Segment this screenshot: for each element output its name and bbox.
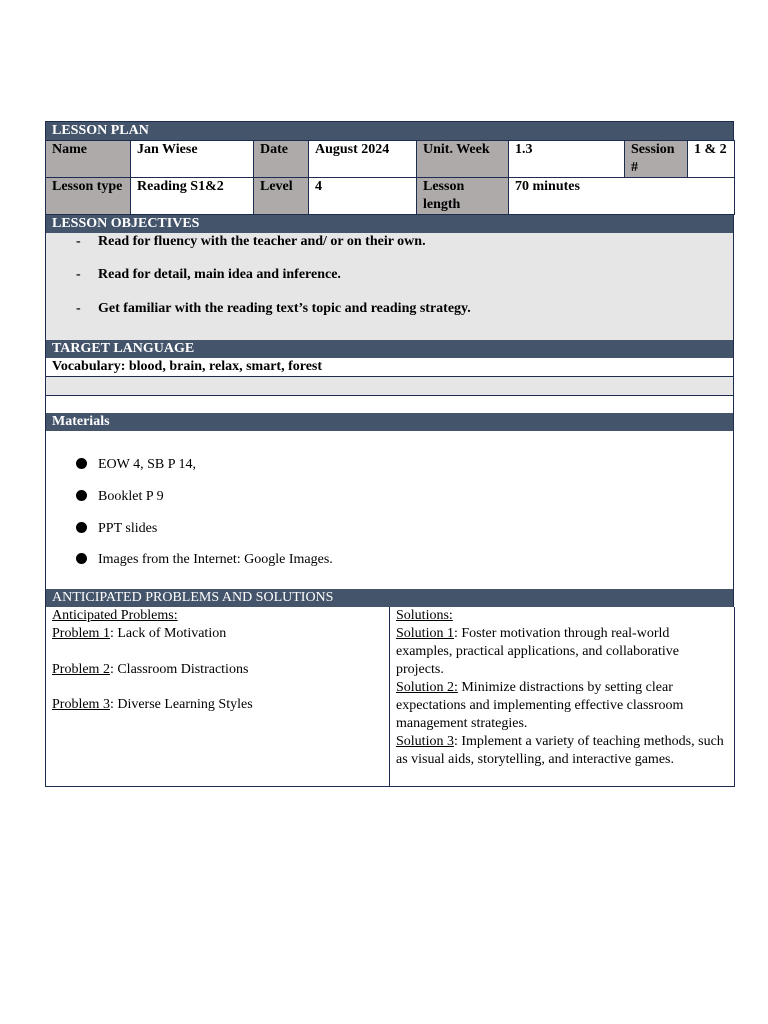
lesson-plan-header: LESSON PLAN	[45, 121, 734, 140]
lesson-info-table	[45, 140, 735, 215]
unit-week-label: Unit. Week	[417, 141, 509, 178]
lesson-plan-document	[45, 121, 734, 787]
problem-item: Problem 1: Lack of Motivation	[52, 626, 227, 641]
materials-header: Materials	[45, 413, 734, 431]
name-label: Name	[46, 141, 131, 178]
session-label: Session #	[625, 141, 688, 178]
name-value: Jan Wiese	[131, 141, 254, 178]
materials-list	[45, 431, 734, 589]
empty-row	[45, 396, 734, 413]
empty-row	[45, 377, 734, 396]
solution-item: Solution 1: Foster motivation through real-world examples, practical applications, and collaborative projects.	[396, 626, 679, 677]
solution-item: Solution 2: Minimize distractions by setting clear expectations and implementing effective classroom management strategies.	[396, 680, 684, 731]
problems-column	[46, 607, 390, 786]
material-item: Booklet P 9	[76, 489, 164, 505]
level-label: Level	[254, 178, 309, 215]
lesson-length-value: 70 minutes	[509, 178, 735, 215]
problem-item: Problem 2: Classroom Distractions	[52, 662, 249, 677]
objective-item: - Read for detail, main idea and inference.	[76, 267, 341, 282]
level-value: 4	[309, 178, 417, 215]
target-language-header: TARGET LANGUAGE	[45, 340, 734, 358]
problems-header: ANTICIPATED PROBLEMS AND SOLUTIONS	[45, 589, 734, 607]
material-item: EOW 4, SB P 14,	[76, 457, 196, 473]
objective-item: - Get familiar with the reading text’s topic and reading strategy.	[76, 301, 471, 316]
problems-table	[45, 607, 735, 787]
bullet-icon	[76, 522, 87, 533]
lesson-length-label: Lesson length	[417, 178, 509, 215]
objectives-header: LESSON OBJECTIVES	[45, 215, 734, 233]
objective-item: - Read for fluency with the teacher and/ or on their own.	[76, 234, 426, 249]
vocabulary-row: Vocabulary: blood, brain, relax, smart, forest	[45, 358, 734, 377]
lesson-type-label: Lesson type	[46, 178, 131, 215]
date-label: Date	[254, 141, 309, 178]
unit-week-value: 1.3	[509, 141, 625, 178]
lesson-type-value: Reading S1&2	[131, 178, 254, 215]
problems-heading: Anticipated Problems:	[52, 608, 178, 623]
bullet-icon	[76, 490, 87, 501]
material-item: PPT slides	[76, 521, 157, 537]
bullet-icon	[76, 458, 87, 469]
solutions-column	[390, 607, 735, 786]
problem-item: Problem 3: Diverse Learning Styles	[52, 697, 253, 712]
objectives-list	[45, 233, 734, 340]
session-value: 1 & 2	[688, 141, 735, 178]
solutions-heading: Solutions:	[396, 608, 453, 623]
solution-item: Solution 3: Implement a variety of teaching methods, such as visual aids, storytelling, and interactive games.	[396, 734, 724, 767]
material-item: Images from the Internet: Google Images.	[76, 552, 333, 568]
bullet-icon	[76, 553, 87, 564]
date-value: August 2024	[309, 141, 417, 178]
